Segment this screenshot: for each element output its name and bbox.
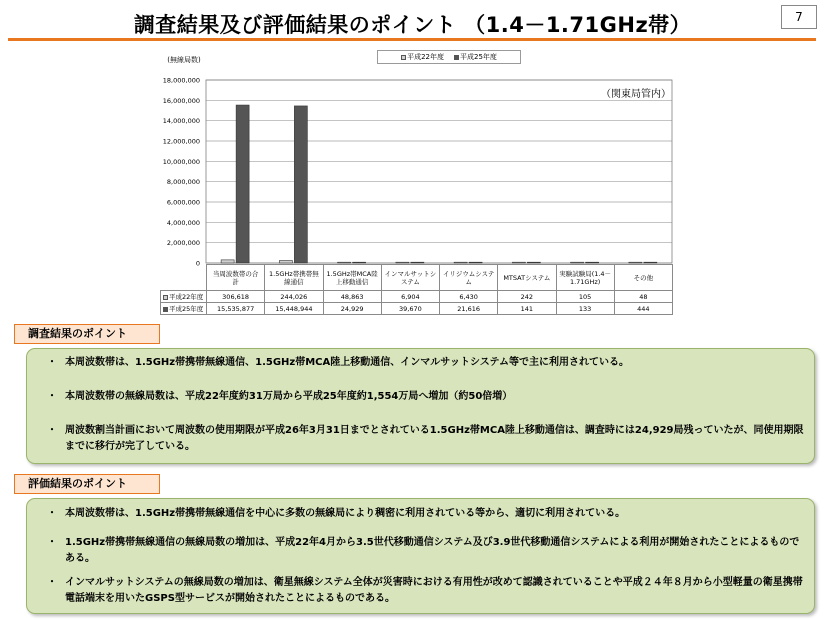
x-tick-label-line: 上移動通信 <box>335 277 369 286</box>
y-tick-label: 16,000,000 <box>162 96 200 105</box>
row-swatch-h22 <box>163 295 168 300</box>
bullet: ・ <box>47 577 57 588</box>
survey-item-2 <box>47 389 805 405</box>
x-tick-label-line: 1.71GHz) <box>569 277 601 286</box>
y-tick-label: 8,000,000 <box>166 178 200 187</box>
data-label-h25: 444 <box>614 303 672 315</box>
bullet: ・ <box>47 537 57 548</box>
x-tick-label <box>498 265 556 291</box>
bullet: ・ <box>47 508 57 519</box>
bar-h25 <box>469 262 482 263</box>
table-header-row <box>161 265 673 291</box>
x-tick-label-line: イリジウムシステ <box>442 269 495 278</box>
evaluation-item-text: 本周波数帯は、1.5GHz帯携帯無線通信を中心に多数の無線局により稠密に利用されている等から、適切に利用されている。 <box>65 508 626 519</box>
data-label-h22: 6,904 <box>381 291 439 303</box>
table-row-h25 <box>161 303 673 315</box>
data-label-h22: 6,430 <box>440 291 498 303</box>
data-label-h25: 39,670 <box>381 303 439 315</box>
survey-heading: 調査結果のポイント <box>14 324 160 344</box>
bar-h25 <box>236 105 249 263</box>
legend-label-h25: 平成25年度 <box>460 53 497 61</box>
data-label-h22: 105 <box>556 291 614 303</box>
survey-item-text: 本周波数帯の無線局数は、平成22年度約31万局から平成25年度約1,554万局へ増加（約50倍増） <box>65 391 513 402</box>
bar-h22 <box>396 262 409 263</box>
legend-swatch-h22 <box>401 55 406 60</box>
bar-h22 <box>221 260 234 263</box>
data-label-h25: 133 <box>556 303 614 315</box>
survey-item-1 <box>47 355 805 371</box>
page-title: 調査結果及び評価結果のポイント （1.4－1.71GHz帯） <box>133 13 692 37</box>
bar-h22 <box>338 262 351 263</box>
evaluation-item-text: インマルサットシステムの無線局数の増加は、衛星無線システム全体が災害時における有用性が改めて認識されていることや平成２４年８月から小型軽量の衛星携帯電話端末を用いたGSPS型サービスが開始されたことによるものである。 <box>65 577 803 604</box>
bar-h25 <box>411 262 424 263</box>
survey-item-text: 周波数割当計画において周波数の使用期限が平成26年3月31日までとされている1.5GHz帯MCA陸上移動通信は、調査時には24,929局残っていたが、同使用期限までに移行が完了している。 <box>65 425 804 452</box>
row-label-h22: 平成22年度 <box>169 292 204 301</box>
bar-h25 <box>353 262 366 263</box>
y-tick-label: 18,000,000 <box>162 76 200 85</box>
survey-item-3 <box>47 423 805 455</box>
evaluation-heading: 評価結果のポイント <box>14 474 160 494</box>
data-label-h25: 141 <box>498 303 556 315</box>
x-tick-label <box>614 265 672 291</box>
x-tick-label-line: インマルサットシ <box>384 269 437 278</box>
page-number: 7 <box>781 5 817 29</box>
y-tick-label: 6,000,000 <box>166 198 200 207</box>
x-tick-label-line: ステム <box>400 277 420 286</box>
chart-legend <box>377 50 521 64</box>
table-row-label-h22 <box>161 291 207 303</box>
x-tick-label-line: 計 <box>232 277 239 286</box>
evaluation-item-text: 1.5GHz帯携帯無線通信の無線局数の増加は、平成22年4月から3.5世代移動通信システム及び3.9世代移動通信システムによる利用が開始されたことによるものである。 <box>65 537 800 564</box>
data-label-h25: 24,929 <box>323 303 381 315</box>
data-label-h22: 306,618 <box>207 291 265 303</box>
chart-annotation: （関東局管内） <box>601 89 671 100</box>
legend-swatch-h25 <box>454 55 459 60</box>
y-axis-title: (無線局数) <box>167 56 201 64</box>
data-label-h25: 15,448,944 <box>265 303 323 315</box>
y-tick-label: 4,000,000 <box>166 218 200 227</box>
bar-h22 <box>512 262 525 263</box>
survey-item-text: 本周波数帯は、1.5GHz帯携帯無線通信、1.5GHz帯MCA陸上移動通信、インマルサットシステム等で主に利用されている。 <box>65 357 630 368</box>
table-corner <box>161 265 207 291</box>
data-label-h22: 244,026 <box>265 291 323 303</box>
bullet: ・ <box>47 425 57 436</box>
bullet: ・ <box>47 357 57 368</box>
x-tick-label-line: 1.5GHz帯携帯無 <box>269 269 319 278</box>
legend-item-h22 <box>401 52 444 62</box>
bar-h22 <box>279 261 292 263</box>
legend-item-h25 <box>454 52 497 62</box>
x-tick-label <box>207 265 265 291</box>
evaluation-box <box>26 498 815 614</box>
x-tick-label <box>323 265 381 291</box>
x-tick-label-line: ム <box>465 277 472 286</box>
data-label-h25: 15,535,877 <box>207 303 265 315</box>
x-tick-label-line: 線通信 <box>284 277 304 286</box>
x-tick-label-line: その他 <box>633 273 654 282</box>
bar-h25 <box>644 262 657 263</box>
bar-h25 <box>586 262 599 263</box>
y-tick-label: 12,000,000 <box>162 137 200 146</box>
data-label-h25: 21,616 <box>440 303 498 315</box>
table-row-label-h25 <box>161 303 207 315</box>
plot-area <box>206 80 672 263</box>
evaluation-item-1 <box>47 506 805 522</box>
x-tick-label <box>556 265 614 291</box>
evaluation-item-3 <box>47 575 805 607</box>
bar-h22 <box>454 262 467 263</box>
x-tick-label-line: MTSATシステム <box>503 273 551 282</box>
table-row-h22 <box>161 291 673 303</box>
legend-label-h22: 平成22年度 <box>407 53 444 61</box>
x-tick-label <box>440 265 498 291</box>
evaluation-item-2 <box>47 535 805 567</box>
y-tick-label: 2,000,000 <box>166 239 200 248</box>
x-tick-label <box>381 265 439 291</box>
y-tick-label: 10,000,000 <box>162 157 200 166</box>
x-tick-label-line: 実験試験局(1.4－ <box>559 269 612 278</box>
row-swatch-h25 <box>163 307 168 312</box>
bar-h22 <box>571 262 584 263</box>
x-tick-label-line: 1.5GHz帯MCA陸 <box>326 269 378 278</box>
data-label-h22: 242 <box>498 291 556 303</box>
x-tick-label-line: 当周波数帯の合 <box>212 269 259 278</box>
bullet: ・ <box>47 391 57 402</box>
row-label-h25: 平成25年度 <box>169 304 204 313</box>
data-label-h22: 48,863 <box>323 291 381 303</box>
data-label-h22: 48 <box>614 291 672 303</box>
x-tick-label <box>265 265 323 291</box>
chart-data-table <box>160 264 673 315</box>
bar-h25 <box>294 106 307 263</box>
bar-h25 <box>527 262 540 263</box>
survey-box <box>26 348 815 464</box>
y-tick-label: 14,000,000 <box>162 117 200 126</box>
y-tick-label: 0 <box>195 259 200 268</box>
bar-h22 <box>629 262 642 263</box>
